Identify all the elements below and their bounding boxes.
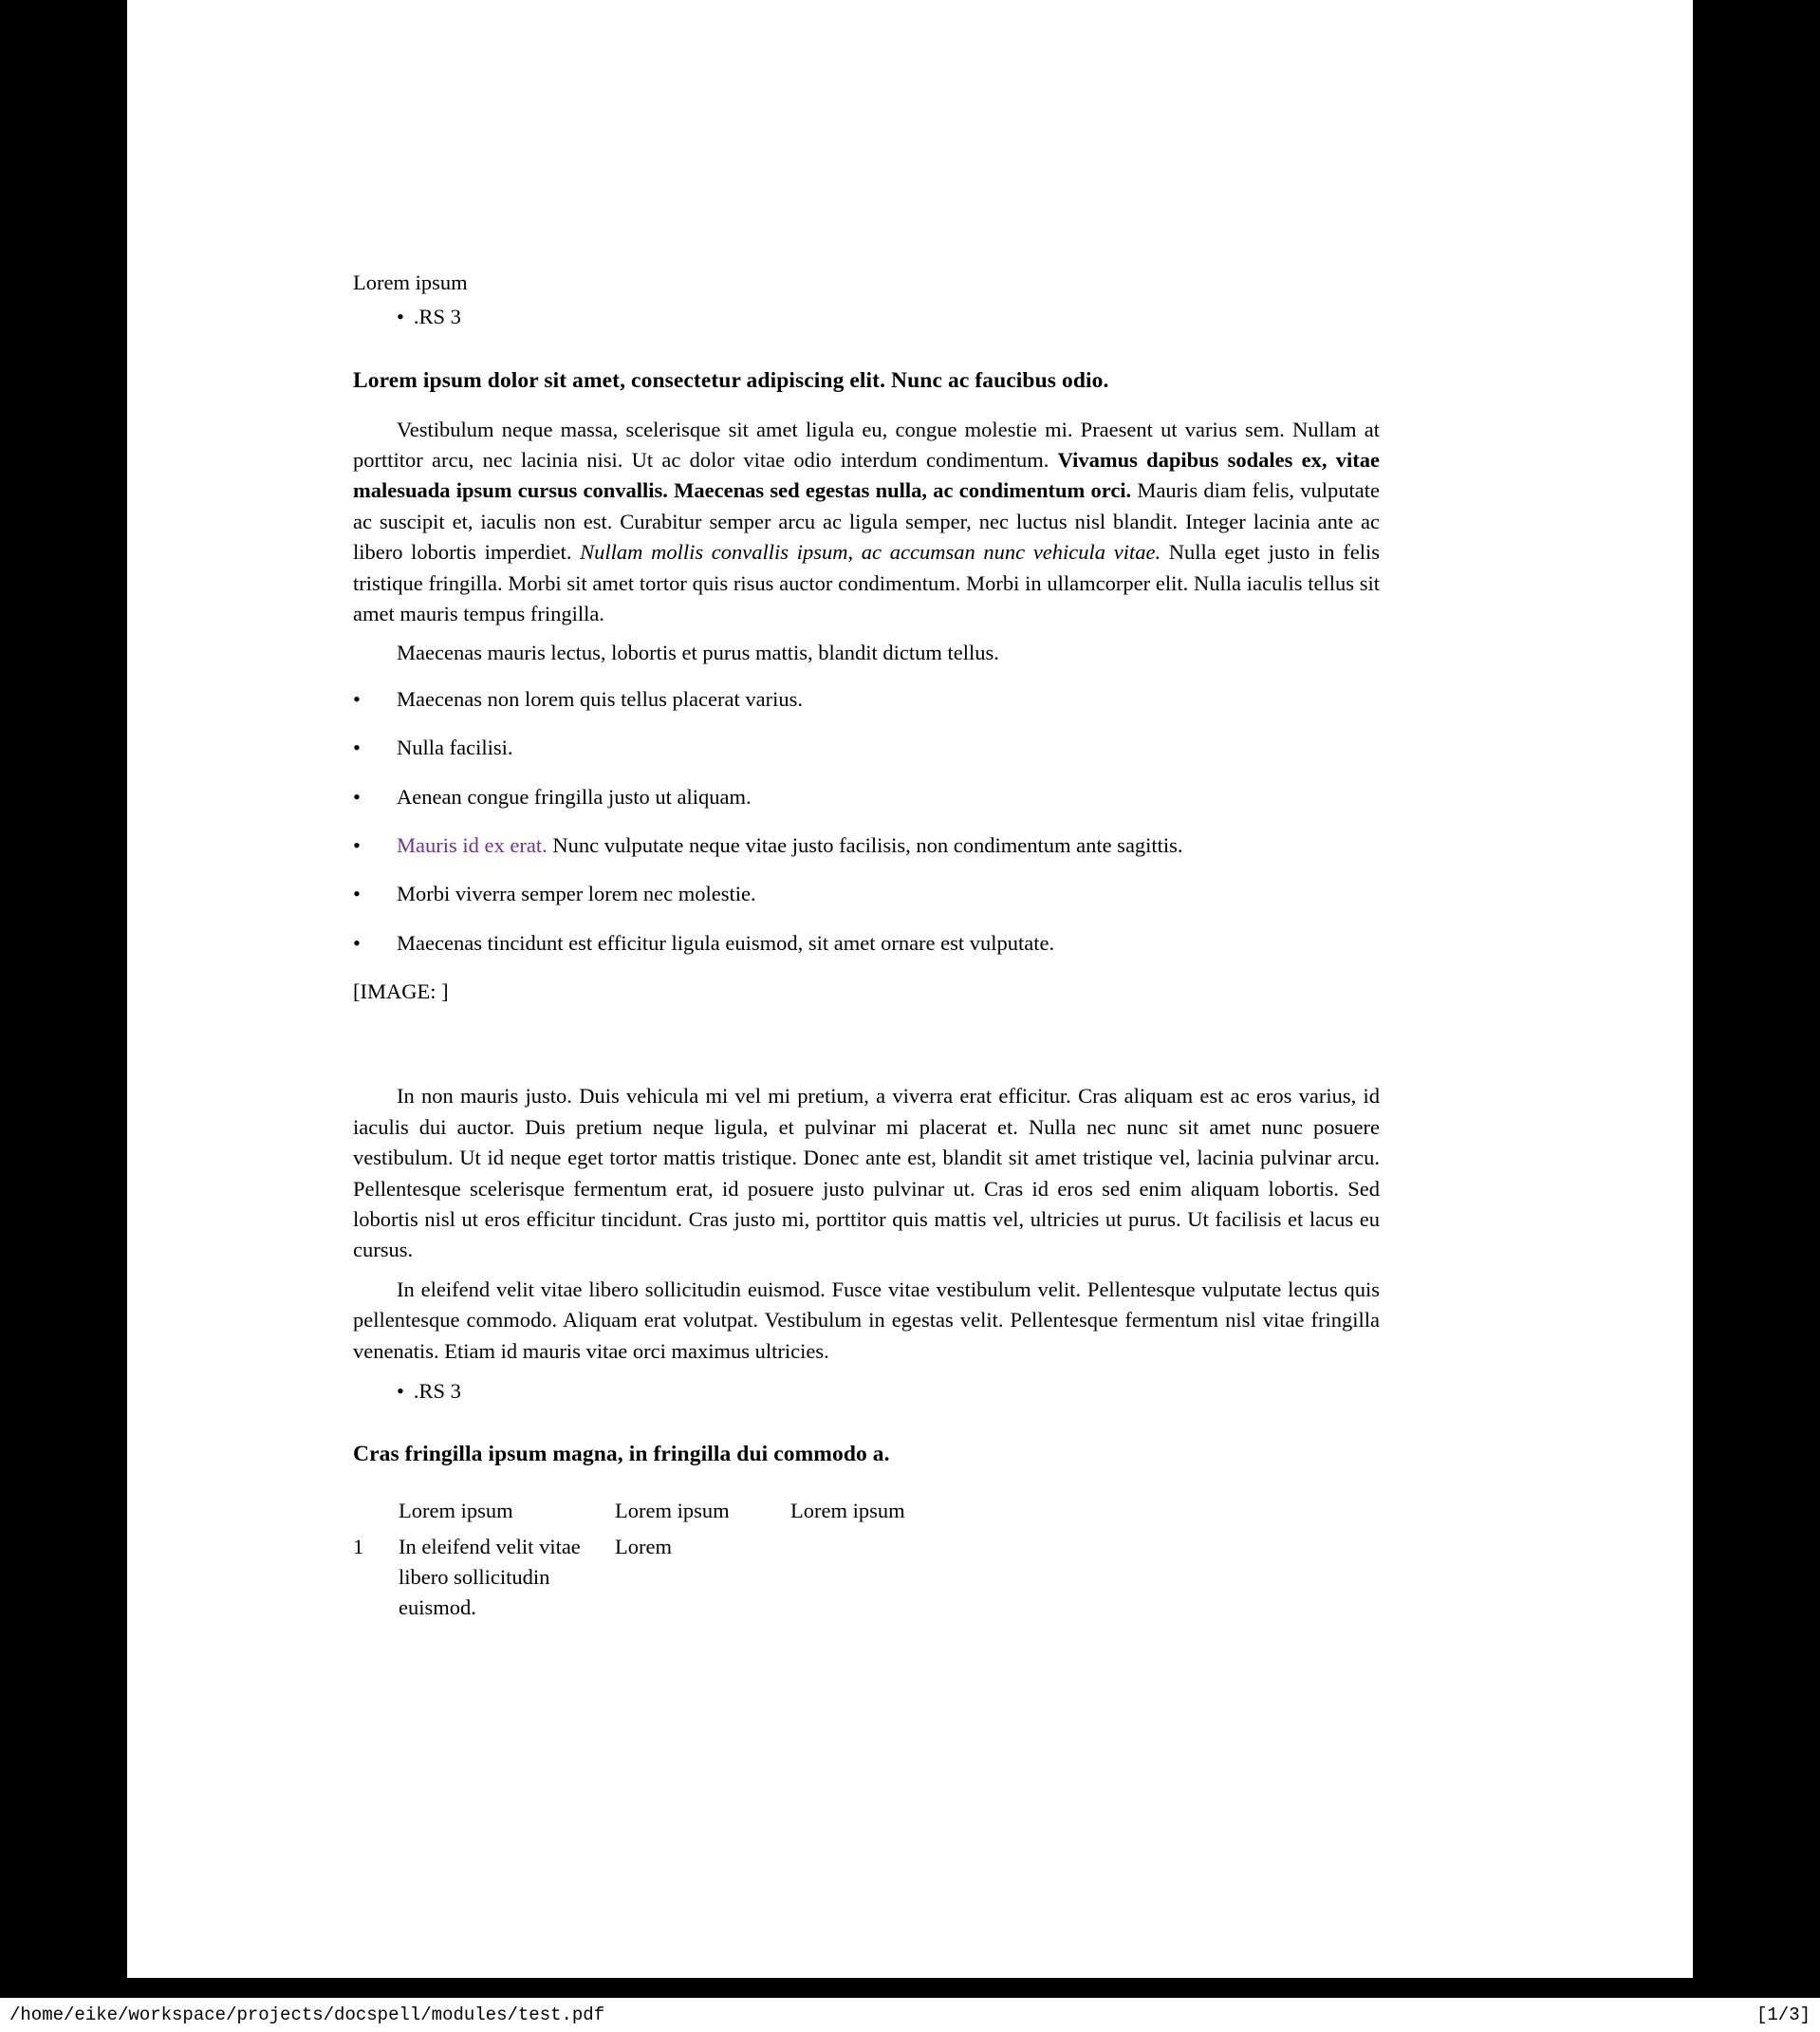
page-indicator: [1/3]	[1755, 2004, 1811, 2025]
table-header-cell: Lorem ipsum	[399, 1499, 513, 1523]
paragraph-1-text-a: Vestibulum neque massa, scelerisque sit amet ligula eu, congue molestie mi. Praesent ut varius sem. Nullam at porttitor arcu, nec lacinia nisi. Ut ac dolor vitae odio interdum condimentum.	[353, 417, 1380, 472]
list-item	[353, 782, 1380, 812]
paragraph-3: In non mauris justo. Duis vehicula mi vel mi pretium, a viverra erat efficitur. Cras aliquam est ac eros varius, id iaculis dui auctor. Duis pretium neque ligula, et pulvinar mi placerat et. Nulla nec nunc sit amet nunc posuere vestibulum. Ut id neque eget tortor mattis tristique. Donec ante est, blandit sit amet tristique vel, lacinia pulvinar arcu. Pellentesque scelerisque fermentum erat, id posuere justo pulvinar ut. Cras id eros sed enim aliquam lobortis. Sed lobortis nisl ut eros efficitur tincidunt. Cras justo mi, porttitor quis mattis vel, ultricies ut purus. Ut facilisis et lacus eu cursus.	[353, 1084, 1380, 1262]
table-header-cell: Lorem ipsum	[615, 1499, 730, 1523]
list-item-link[interactable]: Mauris id ex erat.	[397, 832, 548, 857]
list-item-label: Maecenas tincidunt est efficitur ligula euismod, sit amet ornare est vulputate.	[397, 930, 1055, 955]
list-item	[353, 928, 1380, 959]
table-header-row	[353, 1496, 980, 1531]
bullet-list	[353, 684, 1380, 959]
list-item-label: Maecenas non lorem quis tellus placerat varius.	[397, 686, 803, 711]
section-heading-1: Lorem ipsum dolor sit amet, consectetur adipiscing elit. Nunc ac faucibus odio.	[353, 367, 1109, 393]
paragraph-1-text-c: Nulla eget justo in felis tristique fringilla. Morbi sit amet tortor quis risus auctor condimentum. Morbi in ullamcorper elit. Nulla iaculis tellus sit amet mauris tempus fringilla.	[353, 540, 1380, 625]
list-item	[353, 733, 1380, 763]
image-placeholder: [IMAGE: ]	[353, 979, 449, 1004]
bullet-glyph: •	[397, 1378, 404, 1403]
paragraph-1-text-b: Mauris diam felis, vulputate ac suscipit et, iaculis non est. Curabitur semper arcu ac ligula semper, nec luctus nisl blandit. Integer lacinia ante ac libero lobortis imperdiet.	[353, 478, 1380, 565]
rs-marker-top-label: .RS 3	[413, 305, 461, 329]
paragraph-4: In eleifend velit vitae libero sollicitudin euismod. Fusce vitae vestibulum velit. Pellentesque vulputate lectus quis pellentesque commodo. Aliquam erat volutpat. Vestibulum in egestas velit. Pellentesque fermentum nisl vitae fringilla venenatis. Etiam id mauris vitae orci maximus ultricies.	[353, 1277, 1380, 1363]
rs-marker-bottom-label: .RS 3	[413, 1378, 461, 1403]
list-item-label: Morbi viverra semper lorem nec molestie.	[397, 882, 756, 906]
table-row-index: 1	[353, 1534, 364, 1558]
list-item-label: Nulla facilisi.	[397, 736, 513, 760]
paragraph-2: Maecenas mauris lectus, lobortis et purus mattis, blandit dictum tellus.	[397, 641, 999, 665]
rs-marker-top	[353, 302, 1380, 332]
paragraph-1-bold: Vivamus dapibus sodales ex, vitae malesuada ipsum cursus convallis. Maecenas sed egestas nulla, ac condimentum orci.	[353, 448, 1381, 503]
image-spacer	[353, 1007, 1380, 1081]
table-header-cell: Lorem ipsum	[790, 1499, 905, 1523]
table-cell	[790, 1532, 980, 1624]
table-cell: In eleifend velit vitae libero sollicitudin euismod.	[399, 1534, 581, 1620]
pdf-page	[127, 0, 1693, 1978]
status-bar	[0, 1998, 1820, 2032]
section-heading-2: Cras fringilla ipsum magna, in fringilla dui commodo a.	[353, 1442, 890, 1467]
intro-line: Lorem ipsum	[353, 270, 468, 294]
list-item-label: Aenean congue fringilla justo ut aliquam.	[397, 784, 752, 809]
rs-marker-bottom	[353, 1376, 1380, 1407]
bullet-glyph: •	[397, 305, 404, 329]
list-item-label: Nunc vulputate neque vitae justo facilisis, non condimentum ante sagittis.	[547, 832, 1183, 857]
paragraph-1	[353, 415, 1380, 630]
list-item	[353, 879, 1380, 909]
list-item	[353, 684, 1380, 715]
table-cell: Lorem	[615, 1534, 672, 1558]
list-item	[353, 830, 1380, 861]
table-header-index	[353, 1496, 399, 1531]
file-path-label: /home/eike/workspace/projects/docspell/modules/test.pdf	[9, 2004, 605, 2025]
document-content	[353, 268, 1380, 1624]
data-table	[353, 1496, 980, 1624]
paragraph-1-italic: Nullam mollis convallis ipsum, ac accumsan nunc vehicula vitae.	[580, 540, 1161, 565]
table-row	[353, 1532, 980, 1624]
